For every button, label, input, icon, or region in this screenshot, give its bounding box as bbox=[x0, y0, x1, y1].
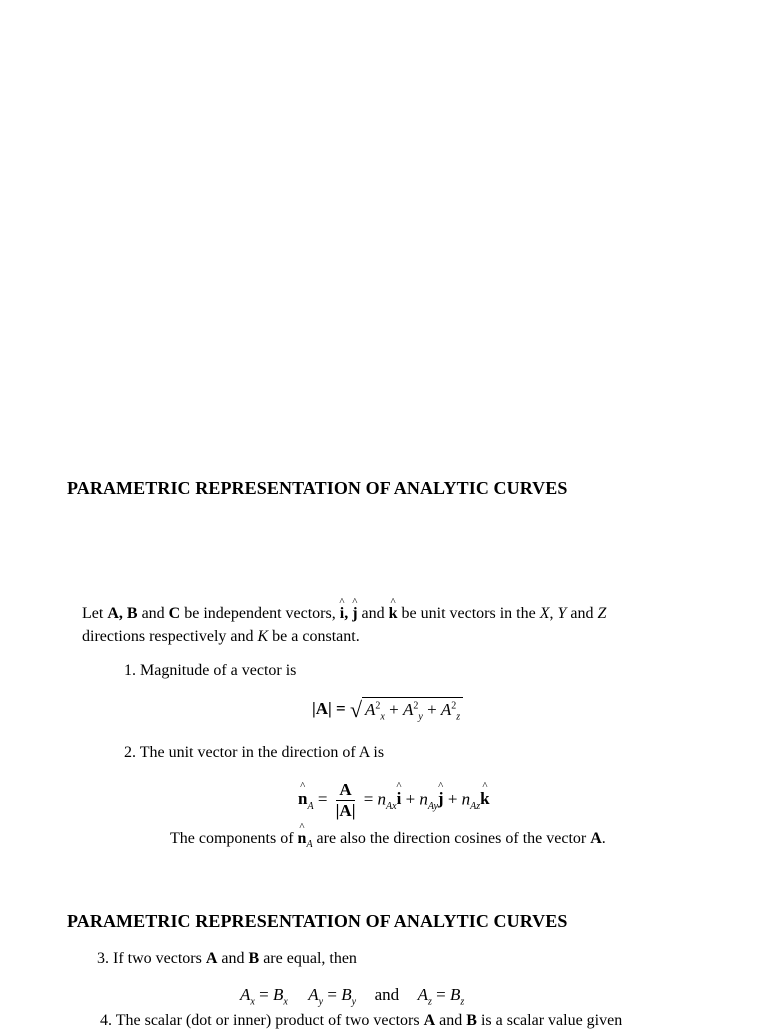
intro-text: and bbox=[566, 605, 598, 622]
term: A bbox=[240, 985, 251, 1004]
intro-text: be unit vectors in the bbox=[397, 605, 540, 622]
components-line bbox=[170, 830, 606, 850]
item-3-part: are equal, then bbox=[259, 950, 357, 967]
constant-k: K bbox=[257, 628, 269, 645]
term: B bbox=[341, 985, 352, 1004]
item-3-part: 3. If two vectors bbox=[97, 950, 206, 967]
unit-vector-equation bbox=[298, 780, 490, 821]
unit-i: i ^ bbox=[340, 605, 344, 623]
denominator: |A| bbox=[335, 801, 356, 820]
item-4-part: 4. The scalar (dot or inner) product of two vectors bbox=[100, 1012, 424, 1029]
plus: + bbox=[401, 789, 420, 809]
intro-text: , bbox=[118, 605, 127, 622]
vector-a: A bbox=[205, 950, 218, 967]
sub: y bbox=[418, 711, 423, 723]
axis-z: Z bbox=[597, 605, 607, 622]
term-a: A bbox=[440, 700, 452, 720]
intro-line-2 bbox=[82, 628, 360, 646]
term: B bbox=[450, 985, 461, 1004]
unit-j: j ^ bbox=[352, 605, 357, 623]
sub: Ay bbox=[427, 800, 438, 812]
vector-b: B bbox=[248, 950, 260, 967]
vector-a: A bbox=[423, 1012, 436, 1029]
sub: z bbox=[460, 996, 465, 1008]
intro-text: , bbox=[344, 605, 353, 622]
vector-a: A bbox=[107, 605, 119, 622]
and-word: and bbox=[374, 985, 400, 1004]
equals: = bbox=[254, 985, 273, 1004]
intro-text: directions respectively and bbox=[82, 628, 258, 645]
sub: y bbox=[351, 996, 357, 1008]
plus: + bbox=[384, 700, 403, 720]
intro-text: Let bbox=[82, 605, 108, 622]
n-term: n bbox=[377, 789, 387, 809]
sup: 2 bbox=[413, 700, 419, 712]
item-4-part: and bbox=[435, 1012, 467, 1029]
sqrt-sign: √ bbox=[349, 697, 363, 722]
sub: Ax bbox=[386, 800, 397, 812]
item-3-text bbox=[97, 950, 357, 968]
equals: = bbox=[431, 985, 450, 1004]
components-text: are also the direction cosines of the vector bbox=[312, 830, 591, 847]
magnitude-lhs: |A| = bbox=[312, 698, 350, 718]
n-hat: n ^ bbox=[298, 830, 307, 848]
intro-text: and bbox=[357, 605, 389, 622]
item-1-text: 1. Magnitude of a vector is bbox=[124, 662, 297, 679]
unit-j: j ^ bbox=[438, 789, 444, 809]
axis-x: X bbox=[539, 605, 550, 622]
section-heading-2: PARAMETRIC REPRESENTATION OF ANALYTIC CURVES bbox=[67, 911, 568, 931]
sup: 2 bbox=[375, 700, 381, 712]
term: A bbox=[417, 985, 428, 1004]
numerator: A bbox=[336, 780, 356, 801]
sub: z bbox=[456, 711, 461, 723]
sqrt bbox=[350, 697, 463, 723]
unit-k: k ^ bbox=[480, 789, 489, 809]
sub: Az bbox=[470, 800, 481, 812]
n-term: n bbox=[461, 789, 471, 809]
sub: z bbox=[428, 996, 432, 1008]
vector-b: B bbox=[126, 605, 138, 622]
components-text: The components of bbox=[170, 830, 298, 847]
equals: = bbox=[359, 789, 378, 809]
plus: + bbox=[443, 789, 462, 809]
unit-i: i ^ bbox=[397, 789, 402, 809]
sub: A bbox=[307, 800, 314, 812]
axis-y: Y bbox=[557, 605, 567, 622]
radicand bbox=[362, 697, 463, 722]
components-text: . bbox=[601, 830, 606, 847]
intro-line-1 bbox=[82, 605, 606, 623]
intro-text: be a constant. bbox=[268, 628, 360, 645]
term-a: A bbox=[402, 700, 414, 720]
intro-text: be independent vectors, bbox=[180, 605, 340, 622]
sub: A bbox=[306, 839, 313, 851]
equals: = bbox=[323, 985, 342, 1004]
n-hat: n ^ bbox=[298, 789, 307, 809]
plus: + bbox=[422, 700, 441, 720]
sub: y bbox=[318, 996, 324, 1008]
intro-text: and bbox=[137, 605, 169, 622]
sub: x bbox=[380, 711, 385, 723]
item-4-text bbox=[100, 1012, 622, 1030]
sup: 2 bbox=[451, 700, 457, 712]
vector-b: B bbox=[466, 1012, 477, 1029]
intro-text: , bbox=[549, 605, 558, 622]
item-4-part: is a scalar value given bbox=[476, 1012, 623, 1029]
sub: x bbox=[283, 996, 288, 1008]
sub: x bbox=[250, 996, 255, 1008]
item-3-part: and bbox=[217, 950, 249, 967]
section-heading-1: PARAMETRIC REPRESENTATION OF ANALYTIC CURVES bbox=[67, 478, 568, 498]
term-a: A bbox=[365, 700, 376, 720]
magnitude-equation bbox=[312, 697, 463, 723]
term: A bbox=[308, 985, 319, 1004]
term: B bbox=[272, 985, 284, 1004]
unit-k: k ^ bbox=[389, 605, 398, 623]
equals: = bbox=[313, 789, 332, 809]
item-2-text: 2. The unit vector in the direction of A is bbox=[124, 744, 385, 761]
vector-c: C bbox=[168, 605, 181, 622]
vector-a: A bbox=[590, 830, 602, 847]
fraction bbox=[336, 780, 356, 821]
equality-equation bbox=[240, 985, 464, 1007]
n-term: n bbox=[419, 789, 428, 809]
